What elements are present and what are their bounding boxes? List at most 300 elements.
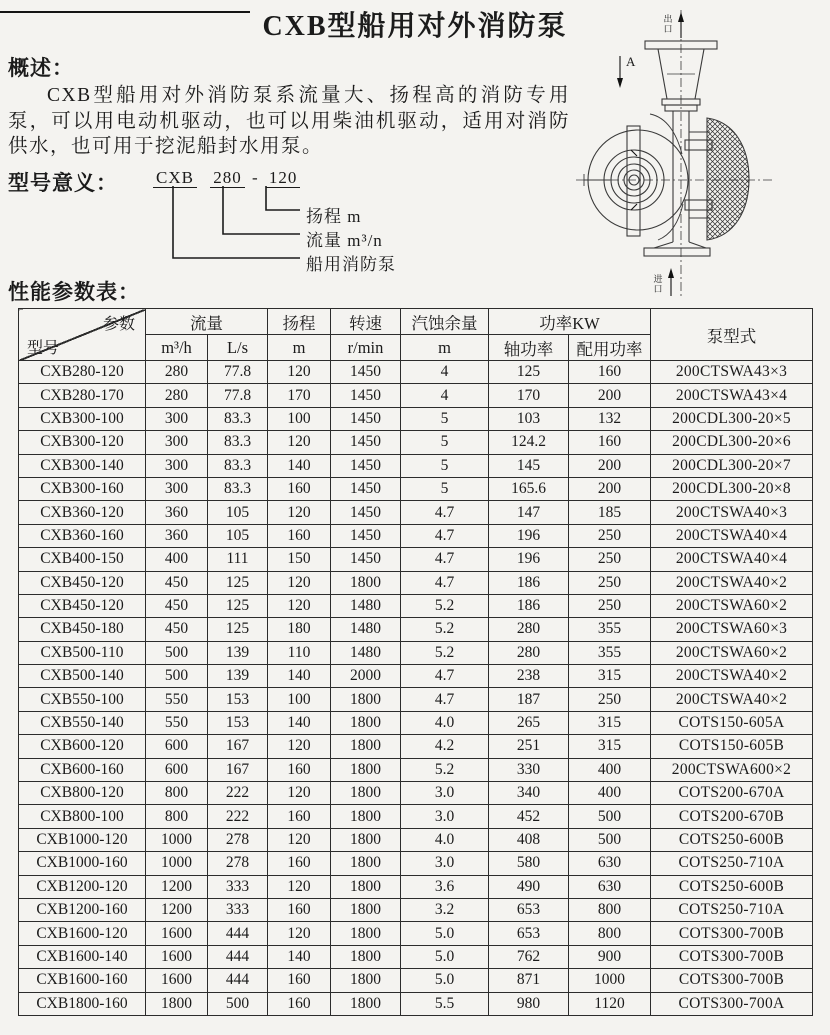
value-cell: 1450 [331, 361, 401, 384]
pump-type-cell: 200CTSWA40×4 [651, 524, 813, 547]
pump-type-cell: COTS150-605A [651, 711, 813, 734]
pump-type-cell: 200CTSWA43×4 [651, 384, 813, 407]
value-cell: 120 [268, 922, 331, 945]
pump-type-cell: COTS250-600B [651, 875, 813, 898]
value-cell: 871 [489, 969, 569, 992]
value-cell: 4.7 [401, 665, 489, 688]
value-cell: 153 [208, 688, 268, 711]
value-cell: 1200 [146, 898, 208, 921]
value-cell: 170 [268, 384, 331, 407]
value-cell: 120 [268, 501, 331, 524]
value-cell: 250 [569, 571, 651, 594]
value-cell: 125 [208, 594, 268, 617]
model-cell: CXB300-100 [19, 407, 146, 430]
value-cell: 4.7 [401, 548, 489, 571]
value-cell: 186 [489, 594, 569, 617]
value-cell: 160 [569, 361, 651, 384]
value-cell: 250 [569, 548, 651, 571]
value-cell: 1480 [331, 641, 401, 664]
table-row [19, 711, 813, 734]
value-cell: 280 [146, 361, 208, 384]
value-cell: 251 [489, 735, 569, 758]
model-cell: CXB1600-120 [19, 922, 146, 945]
value-cell: 160 [268, 477, 331, 500]
model-cell: CXB550-100 [19, 688, 146, 711]
table-row [19, 782, 813, 805]
table-row [19, 828, 813, 851]
value-cell: 500 [208, 992, 268, 1015]
value-cell: 800 [146, 782, 208, 805]
table-row [19, 922, 813, 945]
pump-type-cell: COTS300-700A [651, 992, 813, 1015]
value-cell: 300 [146, 407, 208, 430]
header-power: 功率KW [489, 309, 651, 335]
model-cell: CXB600-120 [19, 735, 146, 758]
value-cell: 140 [268, 945, 331, 968]
value-cell: 1800 [331, 875, 401, 898]
value-cell: 120 [268, 828, 331, 851]
value-cell: 600 [146, 758, 208, 781]
model-code-prefix: CXB [153, 168, 197, 188]
table-row [19, 501, 813, 524]
table-row [19, 524, 813, 547]
value-cell: 5.2 [401, 641, 489, 664]
value-cell: 315 [569, 665, 651, 688]
model-cell: CXB300-160 [19, 477, 146, 500]
pump-type-cell: 200CDL300-20×8 [651, 477, 813, 500]
table-row [19, 618, 813, 641]
pump-type-cell: 200CDL300-20×7 [651, 454, 813, 477]
value-cell: 330 [489, 758, 569, 781]
model-cell: CXB280-120 [19, 361, 146, 384]
value-cell: 452 [489, 805, 569, 828]
value-cell: 5 [401, 454, 489, 477]
value-cell: 360 [146, 501, 208, 524]
overview-paragraph: CXB型船用对外消防泵系流量大、扬程高的消防专用泵，可以用电动机驱动，也可以用柴油机驱动，适用对消防供水，也可用于挖泥船封水用泵。 [8, 85, 570, 157]
value-cell: 762 [489, 945, 569, 968]
pump-type-cell: 200CTSWA43×3 [651, 361, 813, 384]
value-cell: 1000 [569, 969, 651, 992]
table-row [19, 852, 813, 875]
value-cell: 132 [569, 407, 651, 430]
value-cell: 355 [569, 618, 651, 641]
value-cell: 300 [146, 431, 208, 454]
value-cell: 124.2 [489, 431, 569, 454]
value-cell: 120 [268, 594, 331, 617]
value-cell: 83.3 [208, 431, 268, 454]
pump-type-cell: COTS150-605B [651, 735, 813, 758]
model-cell: CXB280-170 [19, 384, 146, 407]
value-cell: 355 [569, 641, 651, 664]
value-cell: 550 [146, 711, 208, 734]
unit-flow-ls: L/s [208, 335, 268, 361]
value-cell: 500 [569, 805, 651, 828]
value-cell: 1120 [569, 992, 651, 1015]
value-cell: 250 [569, 524, 651, 547]
value-cell: 139 [208, 665, 268, 688]
pump-type-cell: 200CTSWA40×2 [651, 665, 813, 688]
corner-cell [19, 309, 146, 361]
value-cell: 1000 [146, 828, 208, 851]
model-cell: CXB1800-160 [19, 992, 146, 1015]
value-cell: 1800 [331, 688, 401, 711]
header-shaft-power: 轴功率 [489, 335, 569, 361]
pump-type-cell: COTS200-670B [651, 805, 813, 828]
value-cell: 5 [401, 431, 489, 454]
value-cell: 450 [146, 594, 208, 617]
value-cell: 160 [268, 992, 331, 1015]
value-cell: 450 [146, 571, 208, 594]
value-cell: 160 [268, 805, 331, 828]
value-cell: 250 [569, 594, 651, 617]
model-cell: CXB500-140 [19, 665, 146, 688]
value-cell: 5 [401, 407, 489, 430]
value-cell: 278 [208, 852, 268, 875]
value-cell: 900 [569, 945, 651, 968]
value-cell: 160 [268, 524, 331, 547]
pump-drawing-svg [570, 4, 828, 302]
model-cell: CXB1200-120 [19, 875, 146, 898]
value-cell: 180 [268, 618, 331, 641]
value-cell: 120 [268, 782, 331, 805]
value-cell: 140 [268, 454, 331, 477]
value-cell: 170 [489, 384, 569, 407]
table-row [19, 548, 813, 571]
model-cell: CXB1200-160 [19, 898, 146, 921]
table-row [19, 735, 813, 758]
value-cell: 450 [146, 618, 208, 641]
value-cell: 408 [489, 828, 569, 851]
value-cell: 160 [569, 431, 651, 454]
value-cell: 444 [208, 922, 268, 945]
value-cell: 800 [146, 805, 208, 828]
value-cell: 140 [268, 711, 331, 734]
header-head: 扬程 [268, 309, 331, 335]
unit-npsh-m: m [401, 335, 489, 361]
value-cell: 100 [268, 407, 331, 430]
model-cell: CXB300-140 [19, 454, 146, 477]
value-cell: 140 [268, 665, 331, 688]
value-cell: 1600 [146, 945, 208, 968]
model-meaning-connector-lines [140, 186, 310, 268]
section-a-label: A [626, 54, 636, 69]
model-cell: CXB450-120 [19, 571, 146, 594]
value-cell: 500 [569, 828, 651, 851]
value-cell: 120 [268, 875, 331, 898]
model-cell: CXB800-120 [19, 782, 146, 805]
table-row [19, 945, 813, 968]
value-cell: 83.3 [208, 477, 268, 500]
value-cell: 1450 [331, 384, 401, 407]
value-cell: 500 [146, 641, 208, 664]
value-cell: 280 [489, 618, 569, 641]
pump-type-cell: 200CDL300-20×6 [651, 431, 813, 454]
value-cell: 1800 [331, 711, 401, 734]
callout-flow: 流量 m³/n [306, 231, 383, 250]
value-cell: 200 [569, 454, 651, 477]
params-table-body [19, 361, 813, 1016]
value-cell: 222 [208, 805, 268, 828]
callout-pump-name: 船用消防泵 [306, 255, 396, 274]
value-cell: 1480 [331, 618, 401, 641]
value-cell: 3.6 [401, 875, 489, 898]
pump-type-cell: COTS250-710A [651, 852, 813, 875]
value-cell: 315 [569, 711, 651, 734]
pump-type-cell: 200CTSWA40×2 [651, 688, 813, 711]
pump-type-cell: 200CTSWA40×2 [651, 571, 813, 594]
value-cell: 1480 [331, 594, 401, 617]
unit-head-m: m [268, 335, 331, 361]
value-cell: 5.0 [401, 945, 489, 968]
value-cell: 980 [489, 992, 569, 1015]
value-cell: 4.7 [401, 501, 489, 524]
value-cell: 111 [208, 548, 268, 571]
value-cell: 1800 [331, 992, 401, 1015]
value-cell: 1450 [331, 454, 401, 477]
corner-label-parameter: 参数 [102, 316, 135, 333]
value-cell: 160 [268, 852, 331, 875]
value-cell: 4.7 [401, 688, 489, 711]
pump-type-cell: COTS250-600B [651, 828, 813, 851]
value-cell: 333 [208, 898, 268, 921]
value-cell: 153 [208, 711, 268, 734]
value-cell: 1200 [146, 875, 208, 898]
model-cell: CXB450-180 [19, 618, 146, 641]
value-cell: 5.0 [401, 922, 489, 945]
value-cell: 120 [268, 571, 331, 594]
value-cell: 77.8 [208, 361, 268, 384]
value-cell: 280 [146, 384, 208, 407]
value-cell: 300 [146, 454, 208, 477]
value-cell: 315 [569, 735, 651, 758]
value-cell: 3.0 [401, 805, 489, 828]
value-cell: 120 [268, 361, 331, 384]
table-row [19, 992, 813, 1015]
model-cell: CXB300-120 [19, 431, 146, 454]
value-cell: 250 [569, 688, 651, 711]
value-cell: 1450 [331, 431, 401, 454]
value-cell: 120 [268, 431, 331, 454]
table-row [19, 758, 813, 781]
table-row [19, 594, 813, 617]
value-cell: 139 [208, 641, 268, 664]
pump-type-cell: COTS300-700B [651, 969, 813, 992]
value-cell: 1800 [331, 945, 401, 968]
value-cell: 490 [489, 875, 569, 898]
unit-speed-rmin: r/min [331, 335, 401, 361]
model-cell: CXB360-160 [19, 524, 146, 547]
pump-type-cell: 200CTSWA60×2 [651, 641, 813, 664]
value-cell: 100 [268, 688, 331, 711]
value-cell: 333 [208, 875, 268, 898]
model-cell: CXB450-120 [19, 594, 146, 617]
value-cell: 280 [489, 641, 569, 664]
table-row [19, 898, 813, 921]
outlet-label-char2: 口 [663, 24, 673, 34]
value-cell: 200 [569, 384, 651, 407]
value-cell: 1800 [331, 735, 401, 758]
value-cell: 4.0 [401, 828, 489, 851]
table-heading: 性能参数表： [8, 280, 140, 304]
pump-drawing [570, 4, 828, 302]
value-cell: 110 [268, 641, 331, 664]
table-row [19, 571, 813, 594]
pump-type-cell: 200CTSWA60×2 [651, 594, 813, 617]
value-cell: 400 [146, 548, 208, 571]
value-cell: 5.0 [401, 969, 489, 992]
value-cell: 3.2 [401, 898, 489, 921]
value-cell: 653 [489, 922, 569, 945]
value-cell: 1450 [331, 524, 401, 547]
pump-type-cell: COTS200-670A [651, 782, 813, 805]
value-cell: 238 [489, 665, 569, 688]
value-cell: 5.5 [401, 992, 489, 1015]
pump-type-cell: 200CTSWA40×3 [651, 501, 813, 524]
header-flow: 流量 [146, 309, 268, 335]
value-cell: 2000 [331, 665, 401, 688]
value-cell: 653 [489, 898, 569, 921]
value-cell: 444 [208, 945, 268, 968]
value-cell: 1800 [331, 898, 401, 921]
value-cell: 5.2 [401, 758, 489, 781]
callout-head: 扬程 m [306, 207, 362, 226]
value-cell: 600 [146, 735, 208, 758]
pump-type-cell: 200CDL300-20×5 [651, 407, 813, 430]
value-cell: 1450 [331, 477, 401, 500]
model-cell: CXB1000-120 [19, 828, 146, 851]
model-cell: CXB1000-160 [19, 852, 146, 875]
model-code-example [153, 168, 300, 188]
value-cell: 5.2 [401, 594, 489, 617]
table-row [19, 477, 813, 500]
header-fitted-power: 配用功率 [569, 335, 651, 361]
value-cell: 1800 [331, 571, 401, 594]
value-cell: 630 [569, 852, 651, 875]
value-cell: 278 [208, 828, 268, 851]
table-row [19, 431, 813, 454]
corner-label-model: 型号 [27, 340, 60, 357]
header-speed: 转速 [331, 309, 401, 335]
value-cell: 1000 [146, 852, 208, 875]
value-cell: 125 [208, 571, 268, 594]
value-cell: 167 [208, 758, 268, 781]
value-cell: 196 [489, 524, 569, 547]
value-cell: 550 [146, 688, 208, 711]
value-cell: 5.2 [401, 618, 489, 641]
value-cell: 4.0 [401, 711, 489, 734]
pump-type-cell: 200CTSWA40×4 [651, 548, 813, 571]
table-row [19, 688, 813, 711]
model-cell: CXB1600-160 [19, 969, 146, 992]
table-row [19, 805, 813, 828]
value-cell: 360 [146, 524, 208, 547]
value-cell: 300 [146, 477, 208, 500]
value-cell: 340 [489, 782, 569, 805]
pump-type-cell: COTS300-700B [651, 922, 813, 945]
value-cell: 400 [569, 782, 651, 805]
table-row [19, 969, 813, 992]
value-cell: 150 [268, 548, 331, 571]
model-cell: CXB360-120 [19, 501, 146, 524]
value-cell: 160 [268, 898, 331, 921]
value-cell: 1450 [331, 501, 401, 524]
model-cell: CXB550-140 [19, 711, 146, 734]
pump-type-cell: 200CTSWA600×2 [651, 758, 813, 781]
value-cell: 630 [569, 875, 651, 898]
value-cell: 125 [208, 618, 268, 641]
pump-type-cell: COTS300-700B [651, 945, 813, 968]
value-cell: 4.7 [401, 524, 489, 547]
value-cell: 105 [208, 524, 268, 547]
value-cell: 500 [146, 665, 208, 688]
value-cell: 125 [489, 361, 569, 384]
table-row [19, 454, 813, 477]
value-cell: 1450 [331, 548, 401, 571]
value-cell: 5 [401, 477, 489, 500]
value-cell: 186 [489, 571, 569, 594]
value-cell: 145 [489, 454, 569, 477]
value-cell: 1800 [331, 782, 401, 805]
value-cell: 1450 [331, 407, 401, 430]
model-code-head: 120 [266, 168, 301, 188]
value-cell: 3.0 [401, 852, 489, 875]
value-cell: 1800 [331, 828, 401, 851]
model-meaning-heading: 型号意义： [8, 171, 118, 195]
model-cell: CXB400-150 [19, 548, 146, 571]
table-row [19, 641, 813, 664]
value-cell: 105 [208, 501, 268, 524]
header-pump-type: 泵型式 [651, 309, 813, 361]
value-cell: 1600 [146, 922, 208, 945]
outlet-label-char1: 出 [663, 14, 673, 24]
value-cell: 187 [489, 688, 569, 711]
inlet-label-char2: 口 [653, 284, 663, 294]
value-cell: 3.0 [401, 782, 489, 805]
pump-type-cell: COTS250-710A [651, 898, 813, 921]
overview-heading: 概述： [8, 56, 74, 80]
pump-type-cell: 200CTSWA60×3 [651, 618, 813, 641]
value-cell: 196 [489, 548, 569, 571]
table-row [19, 875, 813, 898]
value-cell: 1800 [331, 969, 401, 992]
value-cell: 1800 [331, 922, 401, 945]
value-cell: 4.7 [401, 571, 489, 594]
value-cell: 222 [208, 782, 268, 805]
value-cell: 103 [489, 407, 569, 430]
value-cell: 77.8 [208, 384, 268, 407]
value-cell: 83.3 [208, 407, 268, 430]
model-code-separator: - [251, 168, 259, 187]
value-cell: 4 [401, 384, 489, 407]
value-cell: 160 [268, 969, 331, 992]
value-cell: 147 [489, 501, 569, 524]
value-cell: 4.2 [401, 735, 489, 758]
table-row [19, 384, 813, 407]
value-cell: 160 [268, 758, 331, 781]
value-cell: 200 [569, 477, 651, 500]
value-cell: 1800 [331, 805, 401, 828]
model-cell: CXB600-160 [19, 758, 146, 781]
value-cell: 4 [401, 361, 489, 384]
value-cell: 167 [208, 735, 268, 758]
table-row [19, 407, 813, 430]
inlet-label-char1: 进 [653, 274, 663, 284]
value-cell: 120 [268, 735, 331, 758]
value-cell: 265 [489, 711, 569, 734]
model-cell: CXB500-110 [19, 641, 146, 664]
value-cell: 400 [569, 758, 651, 781]
table-row [19, 665, 813, 688]
